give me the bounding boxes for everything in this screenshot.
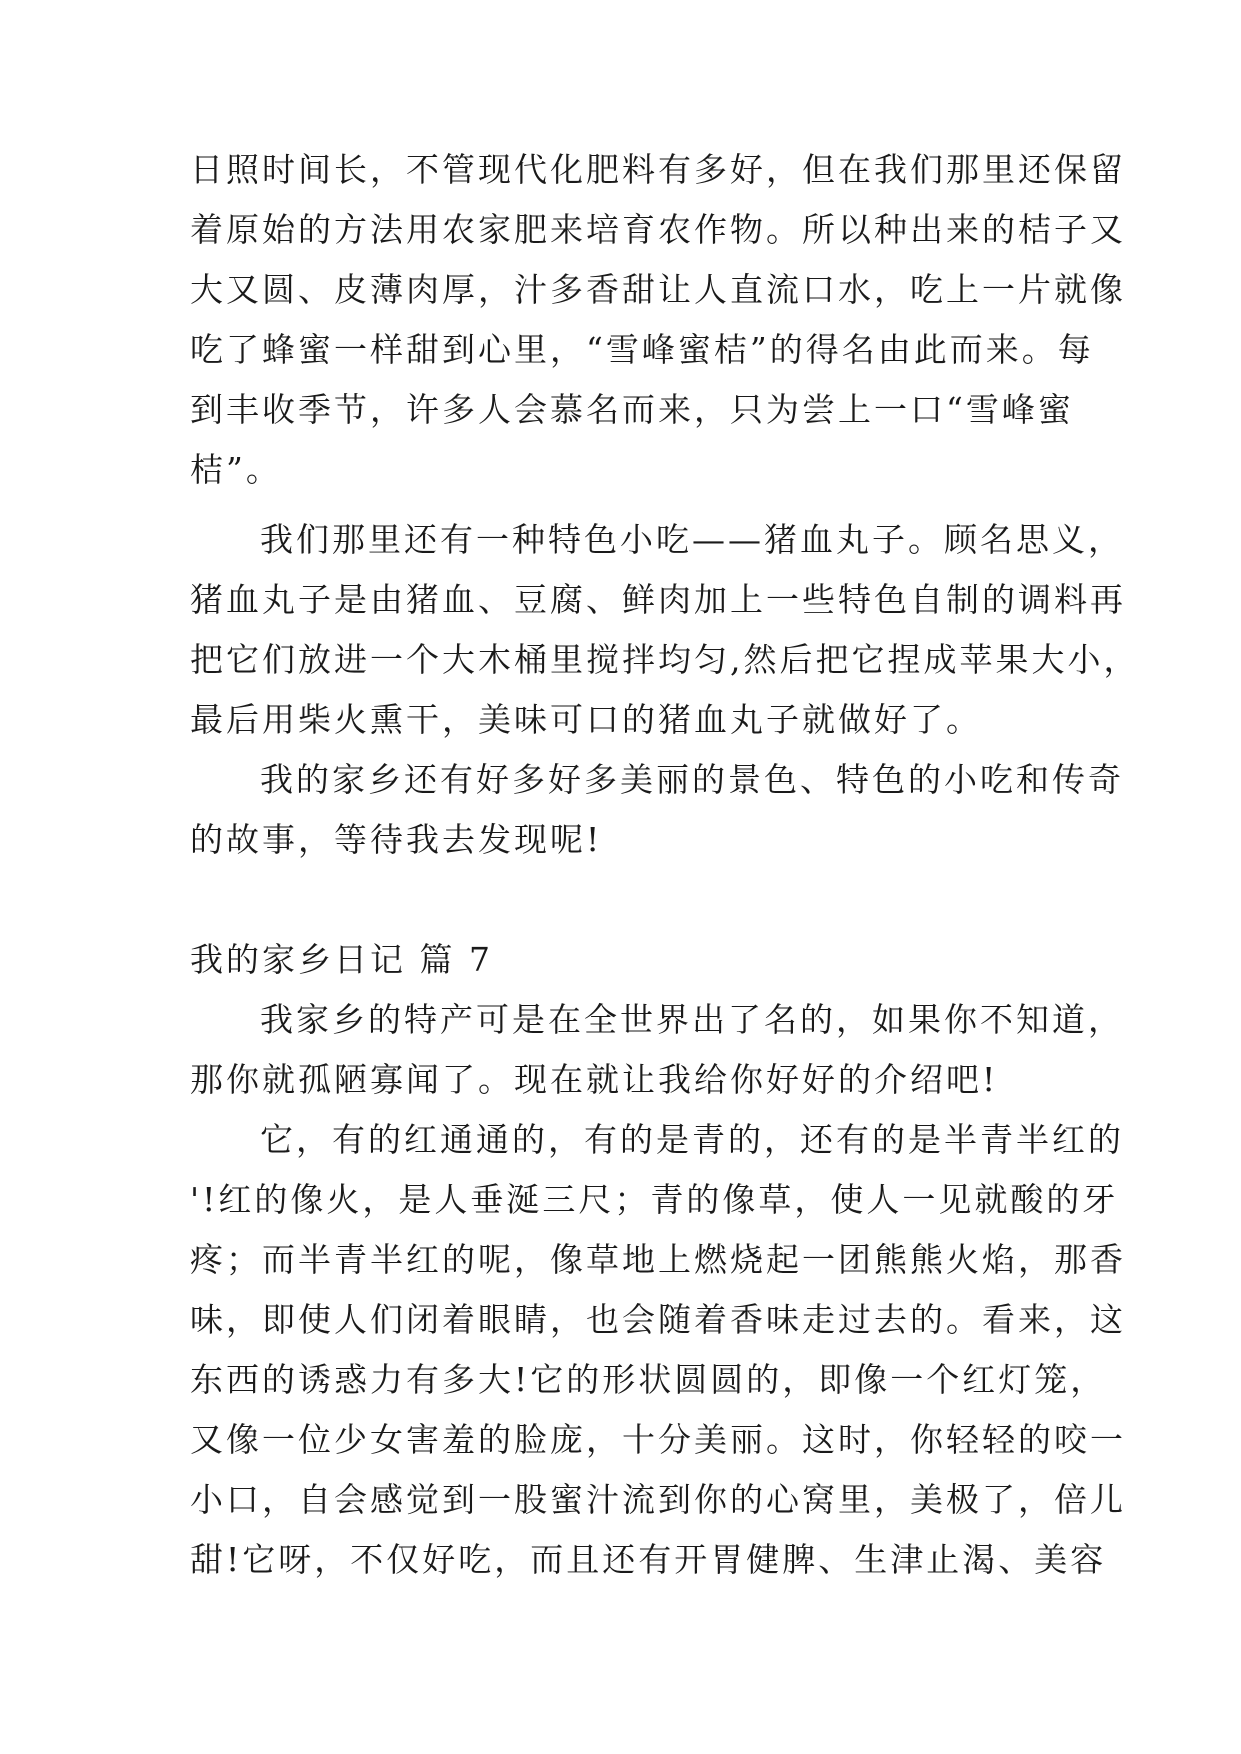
text-line: 吃了蜂蜜一样甜到心里，“雪峰蜜桔”的得名由此而来。每 (190, 330, 1094, 369)
text-line: 桔”。 (190, 450, 282, 489)
text-line: 东西的诱惑力有多大!它的形状圆圆的，即像一个红灯笼， (190, 1360, 1107, 1399)
text-line: 疼；而半青半红的呢，像草地上燃烧起一团熊熊火焰，那香 (190, 1240, 1126, 1279)
text-line: 把它们放进一个大木桶里搅拌均匀,然后把它捏成苹果大小， (190, 640, 1140, 679)
text-line: 的故事，等待我去发现呢! (190, 820, 603, 859)
text-line: 甜!它呀，不仅好吃，而且还有开胃健脾、生津止渴、美容 (190, 1540, 1107, 1579)
paragraph-first-line: 我家乡的特产可是在全世界出了名的，如果你不知道， (260, 1000, 1124, 1039)
text-line: 又像一位少女害羞的脸庞，十分美丽。这时，你轻轻的咬一 (190, 1420, 1126, 1459)
text-line: 那你就孤陋寡闻了。现在就让我给你好好的介绍吧! (190, 1060, 999, 1099)
text-line: 着原始的方法用农家肥来培育农作物。所以种出来的桔子又 (190, 210, 1126, 249)
text-line: 最后用柴火熏干，美味可口的猪血丸子就做好了。 (190, 700, 982, 739)
text-line: 日照时间长，不管现代化肥料有多好，但在我们那里还保留 (190, 150, 1126, 189)
text-line: '!红的像火，是人垂涎三尺；青的像草，使人一见就酸的牙 (190, 1180, 1119, 1219)
paragraph-first-line: 我们那里还有一种特色小吃——猪血丸子。顾名思义， (260, 520, 1124, 559)
text-line: 小口，自会感觉到一股蜜汁流到你的心窝里，美极了，倍儿 (190, 1480, 1126, 1519)
text-line: 味，即使人们闭着眼睛，也会随着香味走过去的。看来，这 (190, 1300, 1126, 1339)
paragraph-first-line: 我的家乡还有好多好多美丽的景色、特色的小吃和传奇 (260, 760, 1124, 799)
text-line: 猪血丸子是由猪血、豆腐、鲜肉加上一些特色自制的调料再 (190, 580, 1126, 619)
text-line: 到丰收季节，许多人会慕名而来，只为尝上一口“雪峰蜜 (190, 390, 1074, 429)
paragraph-first-line: 它，有的红通通的，有的是青的，还有的是半青半红的 (260, 1120, 1124, 1159)
text-line: 大又圆、皮薄肉厚，汁多香甜让人直流口水，吃上一片就像 (190, 270, 1126, 309)
section-title: 我的家乡日记 篇 7 (190, 940, 493, 979)
